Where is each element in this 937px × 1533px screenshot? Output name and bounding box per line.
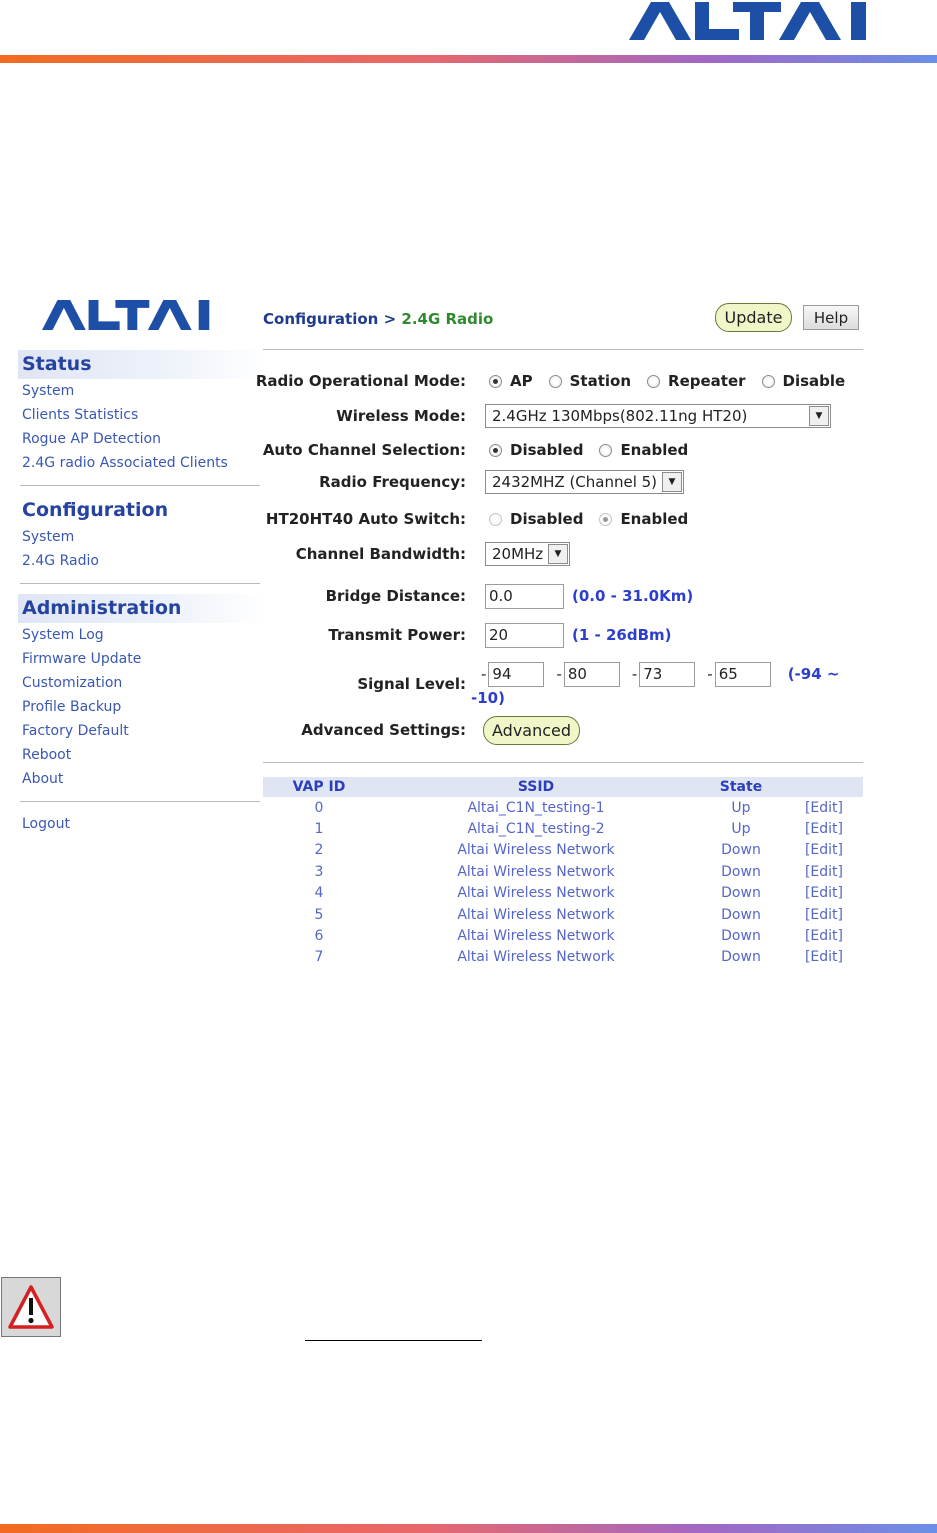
vap-edit-link[interactable]: [Edit] (804, 799, 844, 816)
warning-box (1, 1277, 61, 1337)
radio-mode-ap-label: AP (510, 372, 533, 390)
sidebar-heading-administration[interactable]: Administration (18, 594, 266, 623)
radio-mode-repeater-radio[interactable] (647, 375, 660, 388)
vap-header-state: State (719, 779, 763, 795)
channel-bandwidth-row (263, 539, 883, 569)
bridge-distance-row (263, 581, 883, 611)
vap-edit-link[interactable]: [Edit] (804, 949, 844, 966)
vap-ssid-cell: Altai_C1N_testing-1 (467, 799, 605, 816)
table-row (263, 883, 863, 904)
footer-gradient-bar (0, 1524, 937, 1533)
sidebar-item-status-system[interactable]: System (22, 383, 75, 399)
radio-mode-repeater-label: Repeater (668, 372, 746, 390)
table-row (263, 818, 863, 839)
radio-mode-label: Radio Operational Mode: (255, 372, 466, 390)
table-row (263, 861, 863, 882)
signal-level-input-3[interactable] (639, 662, 695, 687)
auto-switch-disabled-label: Disabled (510, 510, 584, 528)
sidebar-item-profile-backup[interactable]: Profile Backup (22, 699, 122, 715)
auto-channel-enabled-radio[interactable] (599, 444, 612, 457)
header-gradient-bar (0, 55, 937, 63)
auto-switch-label: HT20HT40 Auto Switch: (265, 510, 466, 528)
vap-ssid-cell: Altai Wireless Network (457, 928, 615, 945)
vap-state-cell: Up (731, 799, 751, 816)
radio-frequency-row (263, 467, 883, 497)
table-row (263, 904, 863, 925)
advanced-settings-row (263, 715, 883, 745)
wireless-mode-value: 2.4GHz 130Mbps(802.11ng HT20) (492, 407, 748, 425)
vap-state-cell: Down (721, 863, 761, 880)
wireless-mode-select[interactable] (485, 404, 831, 428)
sidebar-item-rogue-ap-detection[interactable]: Rogue AP Detection (22, 431, 161, 447)
auto-channel-enabled-label: Enabled (620, 441, 689, 459)
auto-channel-disabled-label: Disabled (510, 441, 584, 459)
auto-switch-enabled-label: Enabled (620, 510, 689, 528)
form-divider (263, 762, 863, 763)
header-divider (263, 349, 863, 350)
wireless-mode-label: Wireless Mode: (336, 407, 466, 425)
signal-level-input-1[interactable] (488, 662, 544, 687)
transmit-power-range: (1 - 26dBm) (572, 626, 672, 644)
vap-id-cell: 1 (314, 821, 324, 838)
sidebar-nav (18, 350, 266, 836)
sidebar-item-24g-radio[interactable]: 2.4G Radio (22, 553, 99, 569)
vap-header-id: VAP ID (292, 779, 346, 795)
bridge-distance-range: (0.0 - 31.0Km) (572, 587, 694, 605)
sidebar-item-clients-statistics[interactable]: Clients Statistics (22, 407, 139, 423)
sidebar-item-logout[interactable]: Logout (22, 816, 70, 832)
signal-level-input-2[interactable] (564, 662, 620, 687)
signal-level-range-end: -10) (471, 689, 505, 707)
sidebar-heading-configuration[interactable]: Configuration (22, 499, 169, 521)
signal-level-range-start: (-94 ~ (787, 665, 840, 683)
vap-edit-link[interactable]: [Edit] (804, 863, 844, 880)
signal-level-label: Signal Level: (357, 675, 466, 693)
radio-mode-station-label: Station (569, 372, 632, 390)
auto-switch-row (263, 504, 883, 534)
vap-id-cell: 6 (314, 928, 324, 945)
update-button[interactable]: Update (715, 303, 792, 332)
chevron-down-icon[interactable]: ▼ (809, 406, 829, 426)
table-row (263, 925, 863, 946)
bridge-distance-input[interactable] (485, 584, 564, 609)
radio-mode-station-radio[interactable] (549, 375, 562, 388)
signal-level-input-4[interactable] (715, 662, 771, 687)
vap-ssid-cell: Altai Wireless Network (457, 906, 615, 923)
vap-state-cell: Up (731, 821, 751, 838)
channel-bandwidth-value: 20MHz (492, 545, 544, 563)
signal-level-sign: - (631, 665, 638, 683)
sidebar-item-reboot[interactable]: Reboot (22, 747, 72, 763)
vap-edit-link[interactable]: [Edit] (804, 906, 844, 923)
vap-id-cell: 0 (314, 799, 324, 816)
radio-mode-disable-radio[interactable] (762, 375, 775, 388)
transmit-power-input[interactable] (485, 623, 564, 648)
sidebar-item-customization[interactable]: Customization (22, 675, 123, 691)
chevron-down-icon[interactable]: ▼ (548, 544, 568, 564)
vap-table-header (263, 777, 863, 797)
sidebar-item-system-log[interactable]: System Log (22, 627, 104, 643)
auto-switch-enabled-radio (599, 513, 612, 526)
vap-edit-link[interactable]: [Edit] (804, 821, 844, 838)
vap-edit-link[interactable]: [Edit] (804, 885, 844, 902)
breadcrumb-separator: > (383, 310, 397, 328)
web-ui-screenshot (0, 290, 937, 980)
advanced-settings-label: Advanced Settings: (301, 721, 466, 739)
vap-id-cell: 7 (314, 949, 324, 966)
warning-triangle-icon (7, 1284, 55, 1330)
vap-ssid-cell: Altai Wireless Network (457, 885, 615, 902)
radio-frequency-label: Radio Frequency: (319, 473, 466, 491)
chevron-down-icon[interactable]: ▼ (662, 472, 682, 492)
auto-channel-disabled-radio[interactable] (489, 444, 502, 457)
vap-state-cell: Down (721, 906, 761, 923)
vap-state-cell: Down (721, 885, 761, 902)
breadcrumb-current: 2.4G Radio (401, 310, 494, 328)
advanced-button[interactable]: Advanced (483, 716, 580, 745)
channel-bandwidth-select[interactable] (485, 542, 570, 566)
vap-id-cell: 3 (314, 863, 324, 880)
vap-state-cell: Down (721, 949, 761, 966)
signal-level-sign: - (707, 665, 713, 683)
vap-ssid-cell: Altai_C1N_testing-2 (467, 821, 605, 838)
auto-channel-label: Auto Channel Selection: (262, 441, 466, 459)
radio-mode-ap-radio[interactable] (489, 375, 502, 388)
vap-ssid-cell: Altai Wireless Network (457, 842, 615, 859)
radio-frequency-select[interactable] (485, 470, 684, 494)
vap-state-cell: Down (721, 928, 761, 945)
channel-bandwidth-label: Channel Bandwidth: (295, 545, 466, 563)
vap-ssid-cell: Altai Wireless Network (457, 863, 615, 880)
radio-mode-row (255, 366, 883, 396)
transmit-power-row (263, 620, 883, 650)
sidebar-item-associated-clients[interactable]: 2.4G radio Associated Clients (22, 455, 228, 471)
table-row (263, 797, 863, 818)
signal-level-sign: - (556, 665, 562, 683)
bridge-distance-label: Bridge Distance: (325, 587, 466, 605)
underline-blank (305, 1340, 482, 1341)
signal-level-row (263, 659, 883, 711)
table-row (263, 840, 863, 861)
breadcrumb-section[interactable]: Configuration (263, 310, 379, 328)
vap-edit-link[interactable]: [Edit] (804, 842, 844, 859)
vap-ssid-cell: Altai Wireless Network (457, 949, 615, 966)
wireless-mode-row (263, 401, 883, 431)
vap-table (263, 777, 863, 968)
sidebar-divider (20, 583, 260, 584)
altai-logo-header (629, 2, 901, 40)
vap-state-cell: Down (721, 842, 761, 859)
sidebar-item-about[interactable]: About (22, 771, 64, 787)
vap-edit-link[interactable]: [Edit] (804, 928, 844, 945)
radio-mode-disable-label: Disable (782, 372, 846, 390)
breadcrumb (263, 310, 493, 328)
sidebar-heading-status[interactable]: Status (18, 350, 266, 379)
transmit-power-label: Transmit Power: (328, 626, 466, 644)
sidebar-item-config-system[interactable]: System (22, 529, 75, 545)
auto-switch-disabled-radio (489, 513, 502, 526)
vap-id-cell: 4 (314, 885, 324, 902)
vap-id-cell: 5 (314, 906, 324, 923)
table-row (263, 947, 863, 968)
radio-frequency-value: 2432MHZ (Channel 5) (492, 473, 658, 491)
help-button[interactable]: Help (803, 305, 859, 330)
signal-level-sign: - (481, 665, 487, 683)
sidebar-item-firmware-update[interactable]: Firmware Update (22, 651, 142, 667)
vap-header-ssid: SSID (517, 779, 555, 795)
altai-logo (42, 300, 234, 330)
vap-id-cell: 2 (314, 842, 324, 859)
sidebar-divider (20, 801, 260, 802)
sidebar-divider (20, 485, 260, 486)
auto-channel-row (263, 435, 883, 465)
sidebar-item-factory-default[interactable]: Factory Default (22, 723, 129, 739)
